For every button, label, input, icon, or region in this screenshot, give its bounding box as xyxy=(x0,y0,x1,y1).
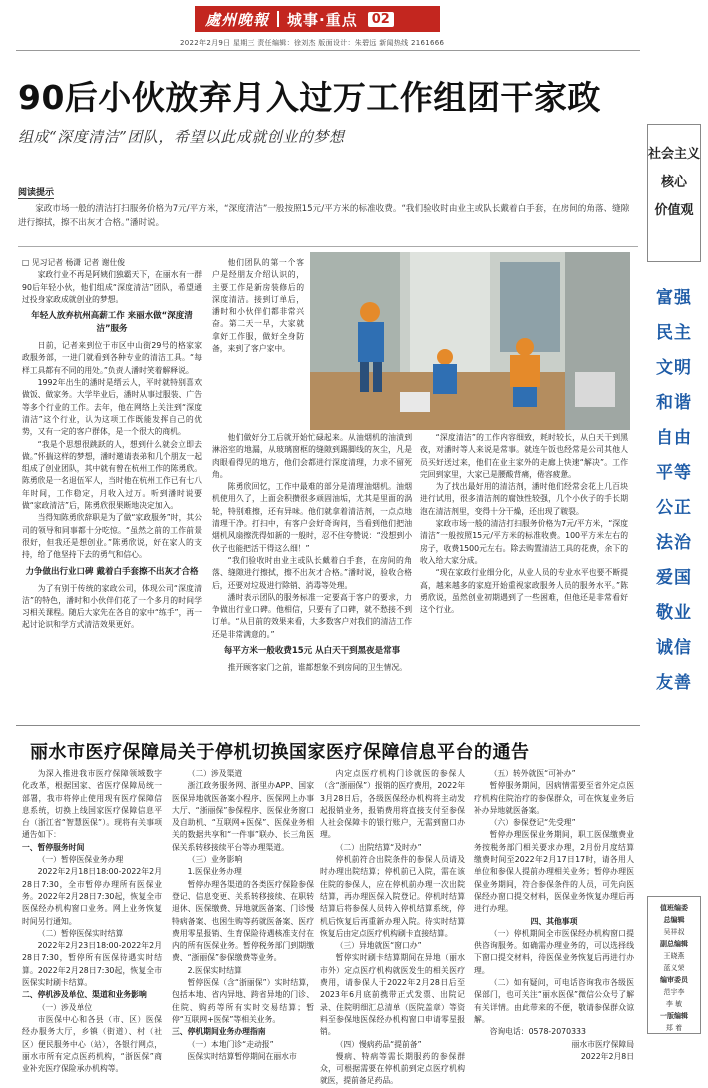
paper-name: 處州晚報 xyxy=(205,10,270,29)
notice-paragraph: （一）暂停医保业务办理 xyxy=(37,855,124,865)
core-value-item: 民主 xyxy=(656,323,692,343)
article-paragraph: 潘时表示团队的服务标准一定要高于客户的要求，力争做出行业口碑。他相信，只要有了口碑，就不愁接不到订单。“从目前的效果来看，大多数客户对我们的清洁工作还是非常满意的。” xyxy=(212,592,412,639)
notice-paragraph: （一）本地门诊“走动报” xyxy=(187,1039,274,1049)
cleaning-photo xyxy=(310,252,630,430)
notice-paragraph: （三）业务影响 xyxy=(187,855,243,865)
notice-paragraph: 为深入推进我市医疗保障领域数字化改革，根据国家、省医疗保障局统一部署，我市将停止使用现有医疗保障信息系统，切换上线国家医疗保障信息平台（浙江省“智慧医保”）。现将有关事项通告如下： xyxy=(22,769,162,840)
article-column-2 xyxy=(212,432,412,720)
article-intro: 家政行业不再是阿姨们独霸天下，在丽水有一群90后年轻小伙，他们组成“深度清洁”团队，希望通过投身家政成就创业的梦想。 xyxy=(22,270,202,304)
notice-heading: 一、暂停服务时间 xyxy=(22,842,85,852)
reporter-byline: □ 见习记者 杨潇 记者 谢仕俊 xyxy=(22,258,126,267)
core-values-list xyxy=(647,281,701,701)
notice-paragraph: （三）异地就医“窗口办” xyxy=(335,941,422,951)
masthead xyxy=(195,6,440,32)
notice-paragraph: 暂停办理医保业务期间，职工医保缴费业务按税务部门相关要求办理，2月份月度结算缴费时间至2022年2月17日17时，请各用人单位和参保人提前办理相关业务；暂停办理医保业务期间，符合参保条件的人员，可先向医保经办窗口提交材料，医保业务恢复办理后再进行办理。 xyxy=(474,830,634,914)
notice-heading: 四、其他事项 xyxy=(530,916,578,926)
notice-paragraph: 暂停实时刷卡结算期间在异地（丽水市外）定点医疗机构就医发生的相关医疗费用，请参保人于2022年2月28日后至2023年6月底前携带正式发票、出院记录、住院明细汇总清单（医院盖章）等资料至参保地医保经办机构窗口申请零星报销。 xyxy=(320,953,465,1037)
article-paragraph: 为了找出最好用的清洁剂，潘时他们经常会花上几百块进行试用，很多清洁剂的腐蚀性较强，几个小伙子的手长期泡在清洁剂里，变得十分干燥，还出现了皲裂。 xyxy=(420,482,628,516)
masthead-separator xyxy=(277,11,279,27)
notice-paragraph: （一）涉及单位 xyxy=(37,1002,93,1012)
notice-paragraph: （一）停机期间全市医保经办机构窗口提供咨询服务。如确需办理业务的，可以选择线下窗口提交材料，待医保业务恢复后再进行办理。 xyxy=(474,928,634,975)
core-value-item: 敬业 xyxy=(656,603,692,623)
core-value-item: 公正 xyxy=(656,498,692,518)
subheadline: 组成“深度清洁”团队，希望以此成就创业的梦想 xyxy=(18,128,345,146)
article-paragraph: 家政市场一般的清洁打扫服务价格为7元/平方米，“深度清洁”一般按照15元/平方米的标准收费。100平方米左右的房子，收费1500元左右。除去购置清洁工具的花费，余下的收入给大家分成。 xyxy=(420,519,628,565)
editor-name: 李 敏 xyxy=(665,1000,683,1008)
reading-tip-label: 阅读提示 xyxy=(18,185,54,199)
notice-heading: 三、停机期间业务办理指南 xyxy=(172,1027,266,1037)
editor-name: 王晓燕 xyxy=(663,952,685,960)
editorial-staff-box xyxy=(647,896,701,1034)
editor-role: 副总编辑 xyxy=(660,940,688,948)
section-rule xyxy=(16,725,640,726)
dateline: 2022年2月9日 星期三 责任编辑：徐刘杰 版面设计：朱碧远 新闻热线 2161666 xyxy=(180,39,445,47)
notice-heading: 二、停机涉及单位、渠道和业务影响 xyxy=(22,990,147,1000)
notice-paragraph: （二）暂停医保实时结算 xyxy=(37,928,124,938)
core-value-item: 和谐 xyxy=(656,393,692,413)
article-paragraph: “我们验收时由业主或队长戴着白手套，在房间的角落、缝隙进行擦拭，擦不出灰才合格。”潘时说，验收合格后，还要对垃圾进行除销、消毒等处理。 xyxy=(212,555,412,590)
article-paragraph: 日前，记者来到位于市区中山街29号的格家家政服务部，一进门就看到各种专业的清洁工具。“每样工具都有不同的用处。”负责人潘时笑着解释说。 xyxy=(22,341,202,375)
notice-paragraph: （四）慢病药品“提前备” xyxy=(335,1039,422,1049)
notice-paragraph: 慢病、特病等需长期服药的参保群众，可根据需要在停机前到定点医疗机构就医，提前备足药品。 xyxy=(320,1051,465,1086)
core-values-title-line: 核心 xyxy=(660,175,687,190)
notice-paragraph: 医保实时结算暂停期间在丽水市 xyxy=(187,1051,297,1061)
article-paragraph: 推开顾客家门之前，谁都想象不到房间的卫生情况。 xyxy=(227,663,407,673)
article-column-2-top xyxy=(212,257,304,405)
editor-name: 范宇李 xyxy=(663,988,685,996)
core-value-item: 自由 xyxy=(656,428,692,448)
editor-role: 一版编辑 xyxy=(660,1012,688,1020)
notice-paragraph: （六）参保登记“先受理” xyxy=(489,818,576,828)
article-paragraph: 1992年出生的潘时是缙云人，平时就特别喜欢做饭、做家务。大学毕业后，潘时从事过服装、广告等多个行业的工作。去年，他在网络上关注到“深度清洁”这个行业，认为这项工作既能发挥自己的优势，又有一定的客户群体，是一个很大的商机。 xyxy=(22,378,202,437)
page-number: 02 xyxy=(368,12,394,27)
core-value-item: 友善 xyxy=(656,673,692,693)
article-paragraph: 他们团队的第一个客户是经朋友介绍认识的，主要工作是新房装修后的深度清洁。接到订单后，潘时和小伙伴们都非常兴奋。第二天一早，大家就拿好工作服，做好全身防备，来到了客户家中。 xyxy=(212,258,304,354)
notice-paragraph: （二）如有疑问，可电话咨询我市各级医保部门，也可关注“丽水医保”微信公众号了解有关详情。由此带来的不便，敬请参保群众谅解。 xyxy=(474,978,634,1024)
notice-paragraph: 咨询电话：0578-2070333 xyxy=(489,1027,586,1037)
right-sidebar xyxy=(647,6,701,1039)
notice-paragraph: 暂停服务期间，因病情需要至省外定点医疗机构住院治疗的参保群众，可在恢复业务后补办异地就医备案。 xyxy=(474,781,634,815)
notice-paragraph: 停机前符合出院条件的参保人员请及时办理出院结算；停机前已入院，需在该住院的参保人，应在停机前办理一次出院结算，再办理医保入院登记。停机时结算结算后将参保人员转入停机结算系统，停机后恢复后再重新办理入院。待实时结算恢复后由定点医疗机构刷卡直接结算。 xyxy=(320,855,465,938)
notice-paragraph: 暂停办理各渠道的各类医疗保险参保登记、信息变更、关系转移接续、在职转退休、医保缴费、异地就医备案、门诊慢特病备案、也困生购等药就医备案、医疗费用零星报销、生育保险待遇核准支付在内的所有医保业务。暂停税务部门到期缴费、“浙丽保”参保缴费等业务。 xyxy=(172,879,314,963)
article-paragraph: “深度清洁”的工作内容细致，耗时较长，从白天干到黑夜，对潘时等人来说是常事。就连午饭也经常是公司其他人员买好送过来，他们在业主家外的走廊上快速“解决”。工作完回到家里，大家已是腰酸背痛，倦容疲惫。 xyxy=(420,433,628,479)
core-values-box xyxy=(647,124,701,262)
headline: 90后小伙放弃月入过万工作组团干家政 xyxy=(18,78,601,117)
editor-name: 郑 着 xyxy=(665,1024,683,1032)
notice-paragraph: 浙江政务服务网、浙里办APP、国家医保异地就医备案小程序、医保网上办事大厅、“浙丽保”参保程序、医保业务窗口及自助机、“互联网+医保”、医保业务相关的数据共享和“一件事”联办、长三角医保关系转移接续平台等办理渠道。 xyxy=(172,781,314,852)
core-values-title xyxy=(648,141,700,225)
article-paragraph: 当得知陈勇欣辞职是为了做“家政服务”时，其公司的领导和同事都十分吃惊。“虽然之前的工作前景很好，但我还是想创业。”陈勇欣说，好在家人的支持，给了他坚持下去的勇气和信心。 xyxy=(22,513,202,560)
article-paragraph: “现在家政行业细分化，从业人员的专业水平也要不断提高，越来越多的家庭开始重视家政服务人员的服务水平。”陈勇欣说，虽然创业初期遇到了一些困难，但他还是非常看好这个行业。 xyxy=(420,568,628,615)
article-subheading-2: 力争做出行业口碑 戴着白手套擦不出灰才合格 xyxy=(25,566,199,577)
editor-role: 总编辑 xyxy=(663,916,685,924)
section-name: 城事·重点 xyxy=(287,10,358,29)
reading-tip-rule xyxy=(18,246,638,247)
editor-name: 蓝义荣 xyxy=(663,964,685,972)
article-column-1 xyxy=(22,257,202,717)
top-rule xyxy=(16,50,640,51)
notice-paragraph: 1.医保业务办理 xyxy=(187,867,242,877)
notice-column-4 xyxy=(474,768,634,1061)
notice-paragraph: （二）涉及渠道 xyxy=(187,769,243,778)
notice-column-1 xyxy=(22,768,162,1074)
editor-role: 值班编委 xyxy=(660,904,688,912)
notice-paragraph: 2022年2月18日18:00-2022年2月28日7:30，全市暂停办理所有医保业务。2022年2月28日7:30起，恢复全市医保经办机构窗口业务。网上业务恢复时间另行通知。 xyxy=(22,867,162,926)
core-value-item: 平等 xyxy=(656,463,692,483)
notice-paragraph: 2.医保实时结算 xyxy=(187,965,242,975)
editor-name: 吴祥叔 xyxy=(663,928,685,936)
core-values-title-line: 价值观 xyxy=(654,203,694,218)
core-value-item: 法治 xyxy=(656,533,692,553)
reading-tip-text: 家政市场一般的清洁打扫服务价格为7元/平方米，“深度清洁”一般按照15元/平方米的标准收费。“我们验收时由业主或队长戴着白手套，在房间的角落、缝隙进行擦拭，擦不出灰才合格。”潘时说。 xyxy=(18,204,630,228)
photo-illustration xyxy=(310,252,630,430)
editor-role: 编审委员 xyxy=(660,976,688,984)
notice-paragraph: 2022年2月23日18:00-2022年2月28日7:30，暂停所有医保待遇实时结算。2022年2月28日7:30起，恢复全市医保实时刷卡结算。 xyxy=(22,941,162,988)
notice-paragraph: 市医保中心和各县（市、区）医保经办服务大厅，乡镇（街道）、村（社区）便民服务中心（站），各银行网点，丽水市所有定点医药机构，“浙医保”商业补充医疗保险承办机构等。 xyxy=(22,1014,162,1074)
core-value-item: 诚信 xyxy=(656,638,692,658)
notice-paragraph: （五）转外就医“可补办” xyxy=(489,769,576,778)
notice-column-3 xyxy=(320,768,465,1086)
notice-paragraph: 2022年2月8日 xyxy=(580,1051,634,1061)
article-column-3 xyxy=(420,432,628,720)
article-paragraph: 为了有别于传统的家政公司，体现公司“深度清洁”的特色，潘时和小伙伴们花了一个多月的时间学习相关课程。随后大家先在各自的家中“练手”，再一起讨论识和学方式清洁效果更好。 xyxy=(22,583,202,630)
article-paragraph: “我是个思想很跳跃的人，想到什么就会立即去做。”怀揣这样的梦想，潘时邀请表弟和几个朋友一起组成了创业团队，其中就有曾在杭州工作的陈勇欣。陈勇欣是一名退伍军人，当时他在杭州工作已有七八年时间，工作稳定，月收入过万。听到潘时说要做“家政清洁”后，陈勇欣很果断地决定加入。 xyxy=(22,439,202,511)
notice-paragraph: 暂停医保（含“浙丽保”）实时结算，包括本地、省内异地、跨省异地的门诊、住院、购药等所有实时交易结算；暂停“互联网+医保”等相关业务。 xyxy=(172,978,314,1024)
core-value-item: 文明 xyxy=(656,358,692,378)
notice-title: 丽水市医疗保障局关于停机切换国家医疗保障信息平台的通告 xyxy=(30,742,530,763)
notice-paragraph: 内定点医疗机构门诊就医的参保人（含“浙丽保”）报销的医疗费用，2022年3月28日后，各级医保经办机构将主动发起报销业务，报销费用将直接支付至参保人社会保障卡的银行账户，无需到窗口办理。 xyxy=(320,769,465,840)
notice-column-2 xyxy=(172,768,314,1061)
core-value-item: 爱国 xyxy=(656,568,692,588)
article-subheading-1: 年轻人放弃杭州高薪工作 来丽水做“深度清洁”服务 xyxy=(31,311,193,335)
notice-paragraph: 丽水市医疗保障局 xyxy=(571,1039,634,1049)
notice-paragraph: （二）出院结算“及时办” xyxy=(335,842,422,852)
article-subheading-3: 每平方米一般收费15元 从白天干到黑夜是常事 xyxy=(223,646,401,657)
core-values-title-line: 社会主义 xyxy=(648,147,701,162)
core-value-item: 富强 xyxy=(656,288,692,308)
article-paragraph: 陈勇欣回忆，工作中最难的部分是清理油烟机。油烟机使用久了，上面会积攒很多顽固油垢，尤其是里面的涡轮，特别难擦，还有异味。他们就拿着清洁剂，一点点地清理干净。打扫中，有客户会好奇询问，当看到他们把油烟机风扇擦洗得如新的一般时，忍不住夸赞说：“没想到小伙子也能把活干得这么细！” xyxy=(212,482,412,553)
article-paragraph: 他们做好分工后就开始忙碌起来。从油烟机的油渍到淋浴室的地漏，从玻璃窗框的缝隙到踢脚线的灰尘，凡是肉眼看得见的地方，他们会都进行深度清理，力求不留死角。 xyxy=(212,433,412,479)
